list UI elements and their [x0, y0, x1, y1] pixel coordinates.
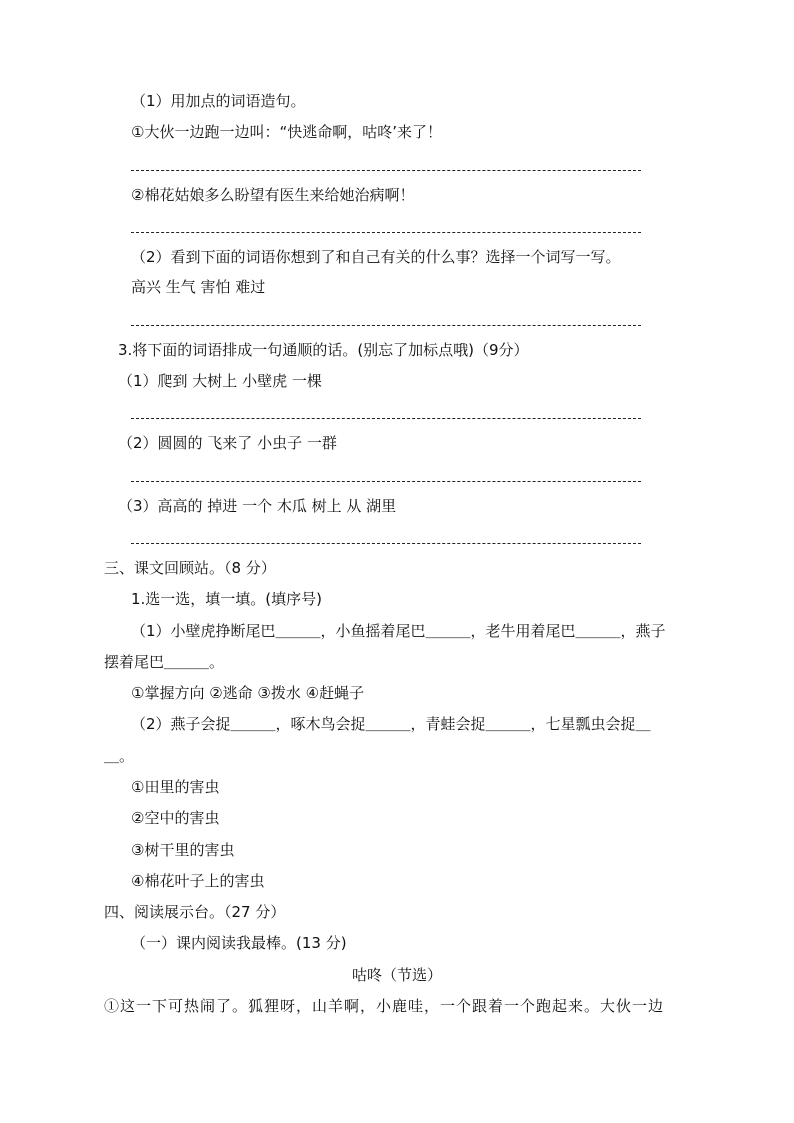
q3-item-2: （2）圆圆的 飞来了 小虫子 一群: [118, 434, 337, 452]
section-4-heading: 四、阅读展示台。（27 分）: [104, 903, 286, 921]
answer-line[interactable]: [131, 543, 641, 544]
section-3-q1-options: ①掌握方向 ②逃命 ③拨水 ④赶蝇子: [131, 684, 365, 702]
section-3-q1-2-line2: ＿。: [104, 747, 135, 765]
section-4-subheading: （一）课内阅读我最棒。(13 分): [131, 934, 347, 952]
passage-title: 咕咚（节选）: [351, 966, 442, 984]
answer-line[interactable]: [131, 325, 641, 326]
option-2: ②空中的害虫: [131, 809, 220, 827]
q2-2-words: 高兴 生气 害怕 难过: [131, 278, 266, 296]
answer-line[interactable]: [131, 418, 641, 419]
q2-1-title: （1）用加点的词语造句。: [131, 92, 306, 110]
answer-line[interactable]: [131, 170, 641, 171]
section-3-heading: 三、课文回顾站。（8 分）: [104, 559, 276, 577]
section-3-q1-2-line1: （2）燕子会捉＿＿＿，啄木鸟会捉＿＿＿，青蛙会捉＿＿＿，七星瓢虫会捉＿: [131, 715, 651, 733]
answer-line[interactable]: [131, 481, 641, 482]
q3-item-1: （1）爬到 大树上 小壁虎 一棵: [118, 372, 322, 390]
section-3-q1-1-line1: （1）小壁虎挣断尾巴＿＿＿，小鱼摇着尾巴＿＿＿，老牛用着尾巴＿＿＿，燕子: [131, 622, 666, 640]
option-3: ③树干里的害虫: [131, 841, 235, 859]
passage-paragraph: ①这一下可热闹了。狐狸呀，山羊啊，小鹿哇，一个跟着一个跑起来。大伙一边: [104, 997, 665, 1015]
q3-title: 3.将下面的词语排成一句通顺的话。(别忘了加标点哦)（9分）: [118, 341, 529, 359]
q2-1-sentence-b: ②棉花姑娘多么盼望有医生来给她治病啊！: [131, 186, 415, 204]
q2-1-sentence-a: ①大伙一边跑一边叫：“快逃命啊，咕咚’来了！: [131, 123, 442, 141]
section-3-q1-1-line2: 摆着尾巴＿＿＿。: [104, 653, 225, 671]
q3-item-3: （3）高高的 掉进 一个 木瓜 树上 从 湖里: [118, 497, 397, 515]
answer-line[interactable]: [131, 232, 641, 233]
q2-2-title: （2）看到下面的词语你想到了和自己有关的什么事？选择一个词写一写。: [131, 248, 621, 266]
option-4: ④棉花叶子上的害虫: [131, 872, 265, 890]
option-1: ①田里的害虫: [131, 778, 220, 796]
section-3-q1: 1.选一选，填一填。(填序号): [131, 590, 323, 608]
